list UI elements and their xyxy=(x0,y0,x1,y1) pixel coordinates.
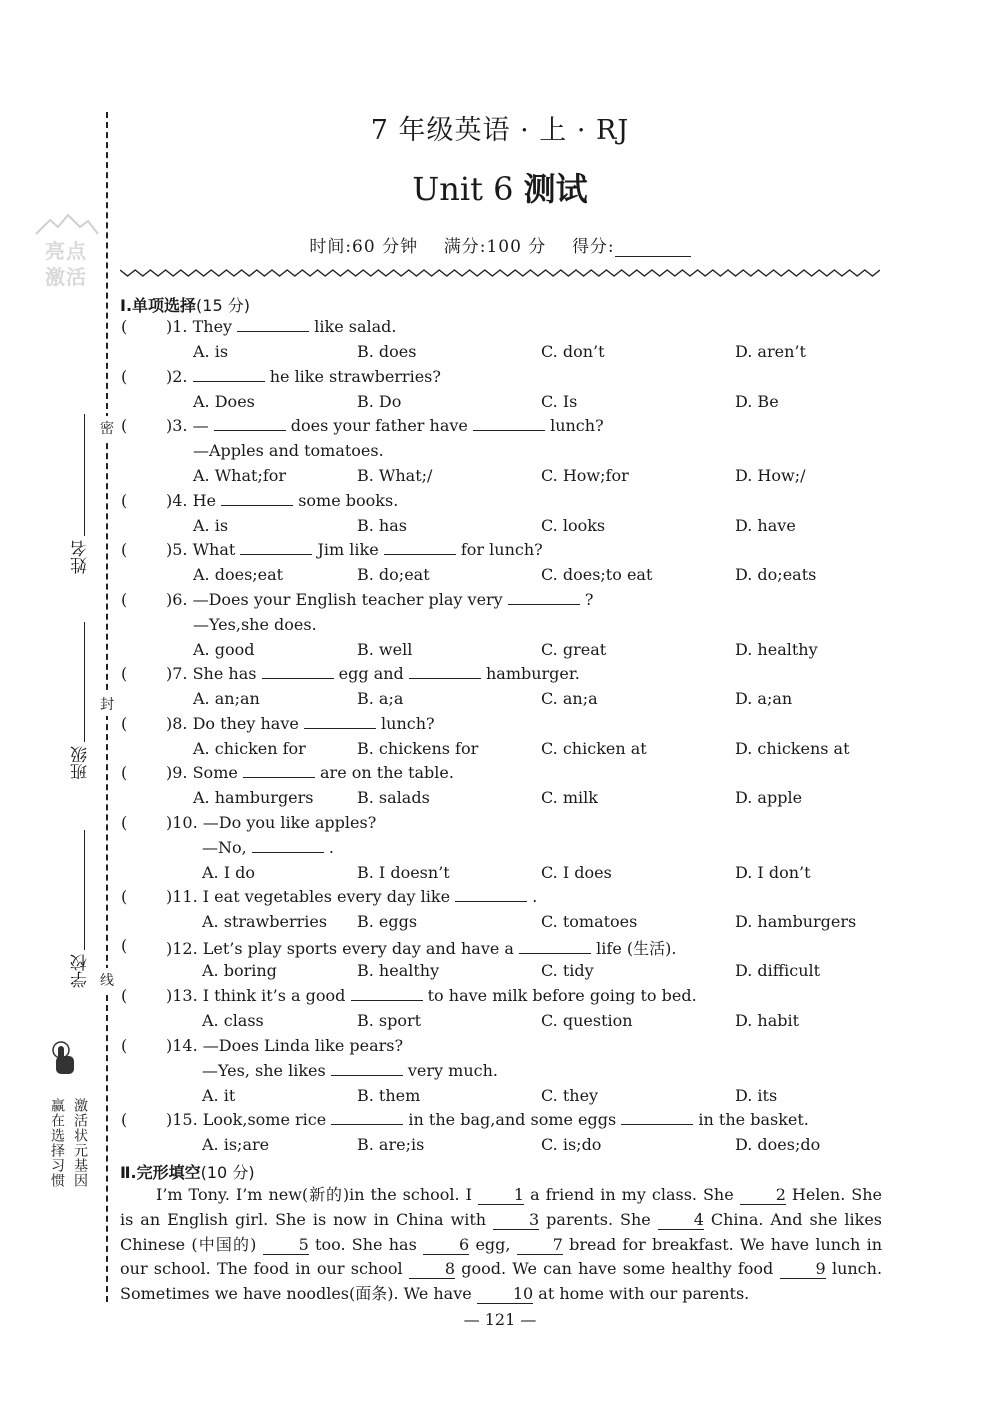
question-12-option-b[interactable]: B. healthy xyxy=(357,961,440,980)
hand-pointer-icon xyxy=(50,1040,80,1078)
school-label: 学校 xyxy=(71,954,91,988)
question-15-option-a[interactable]: A. is;are xyxy=(202,1135,270,1154)
answer-blank[interactable] xyxy=(351,986,423,1001)
answer-bracket[interactable]: ( xyxy=(121,1036,128,1055)
answer-blank[interactable] xyxy=(193,367,265,382)
cloze-blank-3[interactable]: 3 xyxy=(493,1211,539,1230)
question-6-option-a[interactable]: A. good xyxy=(193,640,255,659)
section-1-title: Ⅰ.单项选择 xyxy=(120,296,197,315)
question-3-reply: —Apples and tomatoes. xyxy=(193,441,384,460)
answer-bracket[interactable]: ( xyxy=(121,416,128,435)
question-12-option-c[interactable]: C. tidy xyxy=(541,961,594,980)
cloze-blank-8[interactable]: 8 xyxy=(409,1260,455,1279)
cloze-blank-6[interactable]: 6 xyxy=(423,1236,469,1255)
answer-blank[interactable] xyxy=(243,763,315,778)
answer-bracket[interactable]: ( xyxy=(121,367,128,386)
answer-blank[interactable] xyxy=(304,714,376,729)
question-6-option-b[interactable]: B. well xyxy=(357,640,413,659)
cloze-blank-2[interactable]: 2 xyxy=(740,1186,786,1205)
answer-bracket[interactable]: ( xyxy=(121,540,128,559)
cloze-blank-7[interactable]: 7 xyxy=(517,1236,563,1255)
class-label: 班级 xyxy=(71,746,91,780)
question-4-option-b[interactable]: B. has xyxy=(357,516,407,535)
answer-blank[interactable] xyxy=(409,664,481,679)
question-4-option-a[interactable]: A. is xyxy=(193,516,229,535)
answer-bracket[interactable]: ( xyxy=(121,317,128,336)
question-2-option-b[interactable]: B. Do xyxy=(357,392,402,411)
question-13-option-a[interactable]: A. class xyxy=(202,1011,264,1030)
answer-blank[interactable] xyxy=(384,540,456,555)
question-10-option-c[interactable]: C. I does xyxy=(541,863,612,882)
question-7-option-a[interactable]: A. an;an xyxy=(193,689,260,708)
question-1-stem: )1. They like salad. xyxy=(166,317,397,336)
question-5-option-c[interactable]: C. does;to eat xyxy=(541,565,653,584)
answer-blank[interactable] xyxy=(240,540,312,555)
question-3-option-b[interactable]: B. What;/ xyxy=(357,466,433,485)
question-5-option-a[interactable]: A. does;eat xyxy=(193,565,284,584)
question-7-stem: )7. She has egg and hamburger. xyxy=(166,664,580,683)
question-10-option-a[interactable]: A. I do xyxy=(202,863,256,882)
answer-blank[interactable] xyxy=(473,416,545,431)
question-6-option-d[interactable]: D. healthy xyxy=(735,640,818,659)
time-limit: 时间:60 分钟 xyxy=(309,237,419,257)
slogan-column-1: 激活状元基因 xyxy=(72,1098,88,1188)
answer-bracket[interactable]: ( xyxy=(121,1110,128,1129)
question-7-option-b[interactable]: B. a;a xyxy=(357,689,404,708)
question-8-option-c[interactable]: C. chicken at xyxy=(541,739,647,758)
cloze-blank-5[interactable]: 5 xyxy=(263,1236,309,1255)
cloze-blank-4[interactable]: 4 xyxy=(658,1211,704,1230)
question-14-option-a[interactable]: A. it xyxy=(202,1086,236,1105)
question-10-stem: )10. —Do you like apples? xyxy=(166,813,377,832)
question-2-option-d[interactable]: D. Be xyxy=(735,392,779,411)
full-score: 满分:100 分 xyxy=(443,237,547,257)
question-8-option-a[interactable]: A. chicken for xyxy=(193,739,306,758)
cloze-blank-10[interactable]: 10 xyxy=(477,1285,533,1304)
school-field[interactable] xyxy=(84,830,85,950)
answer-blank[interactable] xyxy=(508,590,580,605)
question-9-option-a[interactable]: A. hamburgers xyxy=(193,788,314,807)
question-11-option-c[interactable]: C. tomatoes xyxy=(541,912,638,931)
question-2-option-c[interactable]: C. Is xyxy=(541,392,578,411)
question-9-option-d[interactable]: D. apple xyxy=(735,788,803,807)
question-6-option-c[interactable]: C. great xyxy=(541,640,607,659)
book-title: 7 年级英语 · 上 · RJ xyxy=(370,115,630,146)
question-13-option-c[interactable]: C. question xyxy=(541,1011,633,1030)
question-14-reply: —Yes, she likes very much. xyxy=(202,1061,498,1080)
question-10-option-b[interactable]: B. I doesn’t xyxy=(357,863,450,882)
question-4-option-c[interactable]: C. looks xyxy=(541,516,606,535)
question-14-option-c[interactable]: C. they xyxy=(541,1086,599,1105)
unit-label: Unit 6 xyxy=(412,170,514,208)
question-2-stem: )2. he like strawberries? xyxy=(166,367,441,386)
logo-text: 亮点激活 xyxy=(45,239,87,289)
question-12-option-d[interactable]: D. difficult xyxy=(735,961,821,980)
question-1-option-b[interactable]: B. does xyxy=(357,342,417,361)
answer-bracket[interactable]: ( xyxy=(121,936,128,955)
answer-bracket[interactable]: ( xyxy=(121,763,128,782)
question-4-option-d[interactable]: D. have xyxy=(735,516,796,535)
section-2-points: (10 分) xyxy=(200,1163,255,1182)
cloze-blank-9[interactable]: 9 xyxy=(780,1260,826,1279)
question-11-option-b[interactable]: B. eggs xyxy=(357,912,418,931)
seal-mark-feng: 封 xyxy=(100,692,114,716)
question-12-stem: )12. Let’s play sports every day and have a life (生活). xyxy=(166,939,677,958)
question-2-option-a[interactable]: A. Does xyxy=(193,392,255,411)
answer-bracket[interactable]: ( xyxy=(121,714,128,733)
question-3-stem: )3. — does your father have lunch? xyxy=(166,416,604,435)
question-14-option-d[interactable]: D. its xyxy=(735,1086,778,1105)
page-number: — 121 — xyxy=(463,1310,537,1329)
score-blank[interactable] xyxy=(615,240,691,257)
test-label: 测试 xyxy=(523,170,588,208)
question-10-reply: —No, . xyxy=(202,838,334,857)
answer-blank[interactable] xyxy=(331,1110,403,1125)
question-4-stem: )4. He some books. xyxy=(166,491,399,510)
score-label: 得分: xyxy=(571,237,615,257)
question-12-option-a[interactable]: A. boring xyxy=(202,961,277,980)
page-title xyxy=(0,164,1000,210)
answer-blank[interactable] xyxy=(252,838,324,853)
question-15-option-b[interactable]: B. are;is xyxy=(357,1135,425,1154)
question-8-option-b[interactable]: B. chickens for xyxy=(357,739,479,758)
answer-bracket[interactable]: ( xyxy=(121,664,128,683)
question-1-option-a[interactable]: A. is xyxy=(193,342,229,361)
answer-blank[interactable] xyxy=(331,1061,403,1076)
question-9-stem: )9. Some are on the table. xyxy=(166,763,454,782)
question-14-option-b[interactable]: B. them xyxy=(357,1086,421,1105)
section-2-title: Ⅱ.完形填空 xyxy=(120,1163,201,1182)
answer-bracket[interactable]: ( xyxy=(121,986,128,1005)
answer-bracket[interactable]: ( xyxy=(121,887,128,906)
question-5-option-d[interactable]: D. do;eats xyxy=(735,565,817,584)
question-15-option-d[interactable]: D. does;do xyxy=(735,1135,821,1154)
section-2-heading xyxy=(120,1160,255,1183)
answer-blank[interactable] xyxy=(214,416,286,431)
question-6-reply: —Yes,she does. xyxy=(193,615,317,634)
question-13-option-b[interactable]: B. sport xyxy=(357,1011,422,1030)
test-info xyxy=(0,232,1000,257)
question-11-option-d[interactable]: D. hamburgers xyxy=(735,912,857,931)
question-7-option-c[interactable]: C. an;a xyxy=(541,689,598,708)
name-field[interactable] xyxy=(84,414,85,536)
answer-blank[interactable] xyxy=(262,664,334,679)
cloze-passage: I’m Tony. I’m new(新的)in the school. I 1 a friend in my class. She 2 Helen. She is an English girl. She is now in China with 3 parents. She 4 China. And she likes Chinese (中国的) 5 too. She has 6 egg, 7 bread for breakfast. We have lunch in our school. The food in our school 8 good. We can have some healthy food 9 lunch. Sometimes we have noodles(面条). We have 10 at home with our parents. xyxy=(120,1185,883,1304)
answer-blank[interactable] xyxy=(519,939,591,954)
question-1-option-c[interactable]: C. don’t xyxy=(541,342,605,361)
question-11-option-a[interactable]: A. strawberries xyxy=(202,912,328,931)
question-11-stem: )11. I eat vegetables every day like . xyxy=(166,887,538,906)
answer-bracket[interactable]: ( xyxy=(121,813,128,832)
question-5-stem: )5. What Jim like for lunch? xyxy=(166,540,543,559)
question-9-option-c[interactable]: C. milk xyxy=(541,788,598,807)
question-9-option-b[interactable]: B. salads xyxy=(357,788,430,807)
class-field[interactable] xyxy=(84,622,85,742)
seal-mark-xian: 线 xyxy=(100,968,114,992)
question-13-option-d[interactable]: D. habit xyxy=(735,1011,800,1030)
section-1-points: (15 分) xyxy=(196,296,250,315)
question-3-option-c[interactable]: C. How;for xyxy=(541,466,629,485)
answer-blank[interactable] xyxy=(621,1110,693,1125)
answer-bracket[interactable]: ( xyxy=(121,491,128,510)
question-15-stem: )15. Look,some rice in the bag,and some eggs in the basket. xyxy=(166,1110,809,1129)
seal-mark-mi: 密 xyxy=(100,416,114,440)
decorative-wave-divider xyxy=(120,266,880,280)
question-8-stem: )8. Do they have lunch? xyxy=(166,714,435,733)
question-1-option-d[interactable]: D. aren’t xyxy=(735,342,806,361)
slogan-column-2: 赢在选择习惯 xyxy=(49,1098,65,1188)
answer-blank[interactable] xyxy=(221,491,293,506)
question-14-stem: )14. —Does Linda like pears? xyxy=(166,1036,404,1055)
question-15-option-c[interactable]: C. is;do xyxy=(541,1135,602,1154)
answer-bracket[interactable]: ( xyxy=(121,590,128,609)
answer-blank[interactable] xyxy=(455,887,527,902)
question-5-option-b[interactable]: B. do;eat xyxy=(357,565,430,584)
question-7-option-d[interactable]: D. a;an xyxy=(735,689,793,708)
section-1-heading xyxy=(120,293,250,316)
answer-blank[interactable] xyxy=(237,317,309,332)
question-3-option-a[interactable]: A. What;for xyxy=(193,466,287,485)
question-10-option-d[interactable]: D. I don’t xyxy=(735,863,811,882)
question-3-option-d[interactable]: D. How;/ xyxy=(735,466,806,485)
name-label: 姓名 xyxy=(71,540,91,574)
question-8-option-d[interactable]: D. chickens at xyxy=(735,739,850,758)
cloze-blank-1[interactable]: 1 xyxy=(478,1186,524,1205)
question-6-stem: )6. —Does your English teacher play very ? xyxy=(166,590,594,609)
question-13-stem: )13. I think it’s a good to have milk before going to bed. xyxy=(166,986,697,1005)
